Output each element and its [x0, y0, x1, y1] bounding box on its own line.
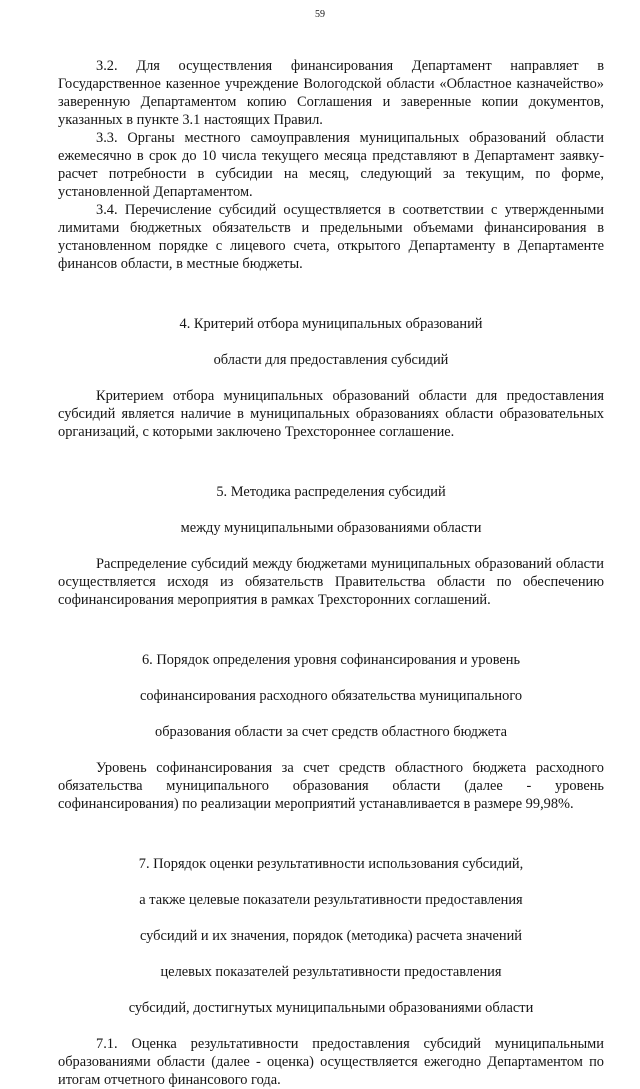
section-5-text: Распределение субсидий между бюджетами муниципальных образований области осуществляется исходя из обязательств Правительства области по обеспечению софинансирования мероприятия в рамках Трехсторонних соглашений. — [58, 556, 604, 608]
heading-line: образования области за счет средств областного бюджета — [155, 724, 507, 740]
heading-line: 5. Методика распределения субсидий — [216, 484, 446, 500]
page-number: 59 — [315, 9, 325, 20]
paragraph-3-2: 3.2. Для осуществления финансирования Департамент направляет в Государственное казенное учреждение Вологодской области «Областное казначейство» заверенную Департаментом копию Соглашения и заверенные копии документов, указанных в пункте 3.1 настоящих Правил. — [58, 58, 604, 128]
heading-line: целевых показателей результативности предоставления — [160, 964, 502, 980]
section-4-text: Критерием отбора муниципальных образований области для предоставления субсидий является наличие в муниципальных образованиях области образовательных организаций, с которыми заключено Трехстороннее соглашение. — [58, 388, 604, 440]
heading-line: субсидий и их значения, порядок (методика) расчета значений — [139, 928, 522, 944]
heading-line: 6. Порядок определения уровня софинансирования и уровень — [141, 652, 521, 668]
section-6-heading — [58, 633, 604, 759]
document-body — [58, 57, 604, 1089]
heading-line: области для предоставления субсидий — [213, 352, 449, 368]
heading-line: между муниципальными образованиями области — [180, 520, 482, 536]
section-4-heading — [58, 297, 604, 387]
heading-line: субсидий, достигнутых муниципальными образованиями области — [128, 1000, 534, 1016]
paragraph-3-3: 3.3. Органы местного самоуправления муниципальных образований области ежемесячно в срок до 10 числа текущего месяца представляют в Департамент заявку-расчет потребности в субсидии на месяц, следующий за текущим, по форме, установленной Департаментом. — [58, 130, 604, 200]
section-7-heading — [58, 837, 604, 1035]
section-5-heading — [58, 465, 604, 555]
heading-line: 7. Порядок оценки результативности использования субсидий, — [138, 856, 524, 872]
heading-line: а также целевые показатели результативности предоставления — [139, 892, 523, 908]
heading-line: софинансирования расходного обязательства муниципального — [139, 688, 523, 704]
heading-line: 4. Критерий отбора муниципальных образований — [179, 316, 483, 332]
section-6-text: Уровень софинансирования за счет средств областного бюджета расходного обязательства муниципального образования области (далее - уровень софинансирования) по реализации мероприятий устанавливается в размере 99,98%. — [58, 760, 604, 812]
paragraph-3-4: 3.4. Перечисление субсидий осуществляется в соответствии с утвержденными лимитами бюджетных обязательств и предельными объемами финансирования в установленном порядке с лицевого счета, открытого Департаменту в Департаменте финансов области, в местные бюджеты. — [58, 202, 604, 272]
paragraph-7-1: 7.1. Оценка результативности предоставления субсидий муниципальными образованиями области (далее - оценка) осуществляется ежегодно Департаментом по итогам отчетного финансового года. — [58, 1036, 604, 1088]
